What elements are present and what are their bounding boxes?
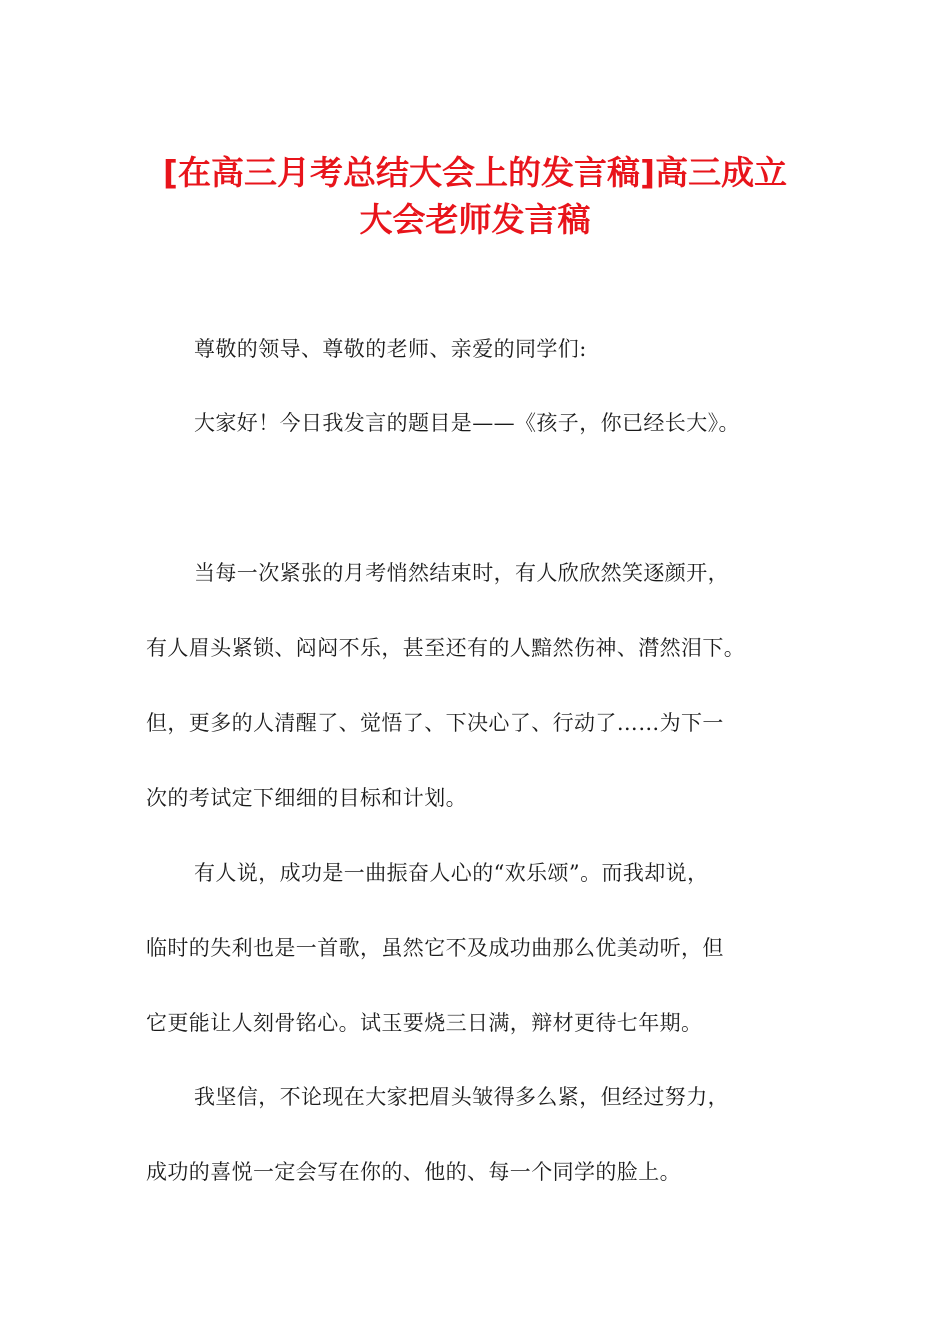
document-title-line-2: 大会老师发言稿 [359, 200, 591, 239]
paragraph-line: 有人眉头紧锁、闷闷不乐，甚至还有的人黯然伤神、潸然泪下。 [146, 636, 746, 660]
paragraph-line: 当每一次紧张的月考悄然结束时，有人欣欣然笑逐颜开， [194, 561, 729, 585]
paragraph-line: 它更能让人刻骨铭心。试玉要烧三日满，辩材更待七年期。 [146, 1011, 703, 1035]
greeting-paragraph: 大家好！今日我发言的题目是——《孩子，你已经长大》。 [194, 411, 740, 435]
salutation: 尊敬的领导、尊敬的老师、亲爱的同学们: [194, 337, 587, 361]
paragraph-line: 有人说，成功是一曲振奋人心的“欢乐颂”。而我却说， [194, 861, 709, 885]
paragraph-line: 成功的喜悦一定会写在你的、他的、每一个同学的脸上。 [146, 1160, 681, 1184]
paragraph-line: 临时的失利也是一首歌，虽然它不及成功曲那么优美动听，但 [146, 936, 724, 960]
document-title-line-1: [在高三月考总结大会上的发言稿]高三成立 [162, 153, 788, 192]
paragraph-line: 次的考试定下细细的目标和计划。 [146, 786, 467, 810]
paragraph-line: 我坚信，不论现在大家把眉头皱得多么紧，但经过努力， [194, 1085, 729, 1109]
paragraph-line: 但，更多的人清醒了、觉悟了、下决心了、行动了……为下一 [146, 711, 724, 735]
